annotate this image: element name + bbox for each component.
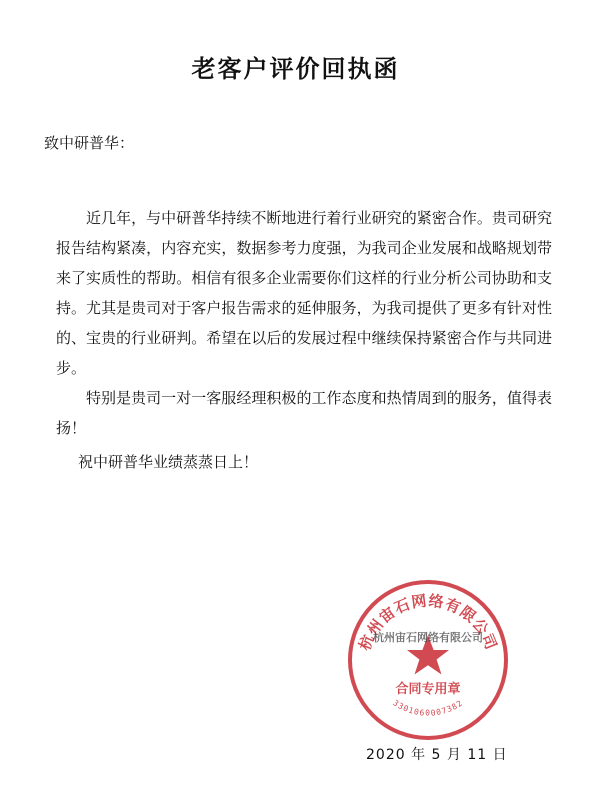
seal-purpose: 合同专用章 xyxy=(395,682,461,697)
letter-body xyxy=(56,203,552,477)
closing-wish: 祝中研普华业绩蒸蒸日上！ xyxy=(78,453,259,471)
company-seal xyxy=(343,575,513,745)
letter-date: 2020 年 5 月 11 日 xyxy=(366,747,508,763)
salutation: 致中研普华： xyxy=(44,134,135,152)
seal-number: 3301060007382 xyxy=(391,698,465,718)
body-paragraph-2: 特别是贵司一对一客服经理积极的工作态度和热情周到的服务，值得表扬！ xyxy=(56,389,552,437)
body-paragraph-1: 近几年，与中研普华持续不断地进行着行业研究的紧密合作。贵司研究报告结构紧凑，内容充实，数据参考力度强，为我司企业发展和战略规划带来了实质性的帮助。相信有很多企业需要你们这样的行业分析公司协助和支持。尤其是贵司对于客户报告需求的延伸服务，为我司提供了更多有针对性的、宝贵的行业研判。希望在以后的发展过程中继续保持紧密合作与共同进步。 xyxy=(56,209,552,377)
letter-title: 老客户评价回执函 xyxy=(191,55,400,83)
seal-company-line: 杭州宙石网络有限公司 xyxy=(373,631,483,644)
seal-company-arc: 杭州宙石网络有限公司 xyxy=(355,591,501,653)
